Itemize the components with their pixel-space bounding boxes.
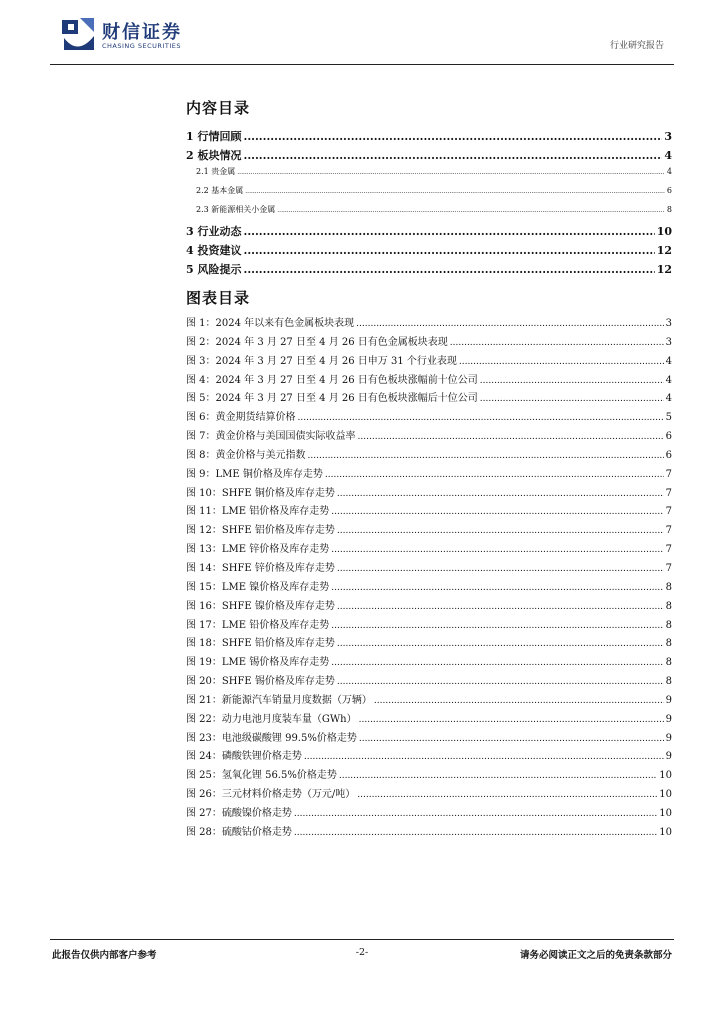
dot-leader: [331, 507, 663, 516]
figures-entry-label: 图 21：新能源汽车销量月度数据（万辆）: [186, 694, 372, 706]
dot-leader: [243, 130, 662, 141]
brand-logo-icon: [60, 16, 96, 52]
brand-name-cn: 财信证券: [102, 22, 182, 43]
dot-leader: [459, 357, 664, 366]
figures-entry[interactable]: [186, 333, 672, 352]
figures-entry-page: 7: [665, 544, 672, 556]
figures-entry-label: 图 4：2024 年 3 月 27 日至 4 月 26 日有色板块涨幅前十位公司: [186, 374, 478, 386]
dot-leader: [337, 677, 664, 686]
contents-entry-page: 10: [656, 225, 672, 238]
figures-entry[interactable]: [186, 747, 672, 766]
contents-entry-page: 6: [666, 186, 672, 195]
contents-entry[interactable]: [186, 204, 672, 223]
dot-leader: [374, 696, 664, 705]
figures-entry[interactable]: [186, 804, 672, 823]
figures-entry-page: 8: [665, 657, 672, 669]
figures-entry-page: 4: [665, 393, 672, 405]
contents-entry[interactable]: [186, 223, 672, 242]
figures-list: [186, 314, 672, 842]
figures-entry-page: 6: [665, 449, 672, 461]
figures-entry-label: 图 11：LME 铝价格及库存走势: [186, 506, 330, 518]
contents-entry-page: 12: [656, 244, 672, 257]
figures-entry[interactable]: [186, 502, 672, 521]
dot-leader: [337, 564, 664, 573]
figures-entry[interactable]: [186, 371, 672, 390]
contents-entry-label: 2.3 新能源相关小金属: [196, 205, 276, 214]
figures-entry[interactable]: [186, 446, 672, 465]
figures-entry[interactable]: [186, 408, 672, 427]
dot-leader: [245, 188, 665, 194]
figures-entry[interactable]: [186, 710, 672, 729]
footer-divider: [50, 939, 674, 940]
dot-leader: [337, 526, 664, 535]
figures-entry[interactable]: [186, 578, 672, 597]
dot-leader: [243, 244, 654, 255]
dot-leader: [358, 432, 664, 441]
dot-leader: [480, 376, 664, 385]
figures-entry-label: 图 13：LME 锌价格及库存走势: [186, 544, 330, 556]
brand-name-en: CHASING SECURITIES: [102, 42, 181, 50]
figures-entry-label: 图 22：动力电池月度装车量（GWh）: [186, 713, 357, 725]
dot-leader: [277, 207, 665, 213]
dot-leader: [357, 790, 657, 799]
figures-entry[interactable]: [186, 729, 672, 748]
figures-entry[interactable]: [186, 672, 672, 691]
dot-leader: [243, 225, 654, 236]
dot-leader: [304, 752, 664, 761]
figures-title: 图表目录: [186, 289, 251, 307]
figures-entry-label: 图 18：SHFE 铅价格及库存走势: [186, 638, 335, 650]
figures-entry-page: 5: [665, 412, 672, 424]
figures-entry[interactable]: [186, 484, 672, 503]
contents-entry-label: 5 风险提示: [186, 263, 242, 276]
figures-entry-label: 图 6：黄金期货结算价格: [186, 412, 296, 424]
figures-entry[interactable]: [186, 766, 672, 785]
figures-entry-page: 9: [665, 751, 672, 763]
figures-entry-page: 7: [665, 525, 672, 537]
figures-entry-label: 图 25：氢氧化锂 56.5%价格走势: [186, 770, 337, 782]
figures-entry[interactable]: [186, 465, 672, 484]
dot-leader: [243, 149, 662, 160]
dot-leader: [294, 809, 657, 818]
figures-entry-label: 图 20：SHFE 锡价格及库存走势: [186, 676, 335, 688]
figures-entry-label: 图 5：2024 年 3 月 27 日至 4 月 26 日有色板块涨幅后十位公司: [186, 393, 478, 405]
figures-entry-label: 图 26：三元材料价格走势（万元/吨）: [186, 789, 356, 801]
dot-leader: [480, 394, 664, 403]
dot-leader: [298, 413, 664, 422]
contents-entry[interactable]: [186, 242, 672, 261]
figures-entry-page: 8: [665, 581, 672, 593]
figures-entry-label: 图 7：黄金价格与美国国债实际收益率: [186, 431, 356, 443]
dot-leader: [237, 169, 665, 175]
contents-entry-page: 3: [664, 130, 672, 143]
figures-entry[interactable]: [186, 521, 672, 540]
figures-entry-label: 图 12：SHFE 铝价格及库存走势: [186, 525, 335, 537]
figures-entry[interactable]: [186, 389, 672, 408]
page-header: [0, 0, 724, 70]
figures-entry[interactable]: [186, 616, 672, 635]
figures-entry[interactable]: [186, 653, 672, 672]
figures-entry-label: 图 27：硫酸镍价格走势: [186, 807, 292, 819]
page-number: -2-: [355, 947, 369, 958]
contents-entry[interactable]: [186, 166, 672, 185]
figures-entry-label: 图 23：电池级碳酸锂 99.5%价格走势: [186, 732, 357, 744]
figures-entry-page: 7: [665, 562, 672, 574]
contents-entry-page: 8: [666, 205, 672, 214]
figures-entry-label: 图 10：SHFE 铜价格及库存走势: [186, 487, 335, 499]
figures-entry-page: 7: [665, 506, 672, 518]
figures-entry-label: 图 14：SHFE 锌价格及库存走势: [186, 562, 335, 574]
figures-entry[interactable]: [186, 691, 672, 710]
figures-entry-label: 图 19：LME 锡价格及库存走势: [186, 657, 330, 669]
figures-entry-page: 9: [665, 713, 672, 725]
contents-entry-label: 1 行情回顾: [186, 130, 242, 143]
dot-leader: [308, 451, 664, 460]
footer-disclaimer-left: 此报告仅供内部客户参考: [52, 950, 157, 961]
figures-entry-page: 8: [665, 676, 672, 688]
dot-leader: [331, 621, 663, 630]
dot-leader: [325, 470, 664, 479]
figures-entry-page: 8: [665, 600, 672, 612]
figures-entry-label: 图 9：LME 铜价格及库存走势: [186, 468, 323, 480]
figures-entry-label: 图 3：2024 年 3 月 27 日至 4 月 26 日申万 31 个行业表现: [186, 355, 457, 367]
contents-entry-page: 4: [666, 167, 672, 176]
figures-entry-label: 图 16：SHFE 镍价格及库存走势: [186, 600, 335, 612]
figures-entry-page: 4: [665, 374, 672, 386]
figures-entry-page: 4: [665, 355, 672, 367]
dot-leader: [331, 545, 663, 554]
contents-entry-label: 3 行业动态: [186, 225, 242, 238]
dot-leader: [337, 489, 664, 498]
dot-leader: [337, 639, 664, 648]
dot-leader: [243, 263, 654, 274]
figures-entry-label: 图 8：黄金价格与美元指数: [186, 449, 306, 461]
dot-leader: [359, 734, 664, 743]
figures-entry-page: 3: [665, 336, 672, 348]
contents-entry-label: 4 投资建议: [186, 244, 242, 257]
figures-entry-page: 3: [665, 318, 672, 329]
figures-entry[interactable]: [186, 314, 672, 333]
figures-entry-page: 10: [659, 807, 672, 819]
dot-leader: [339, 771, 657, 780]
brand-logo: [60, 14, 200, 58]
figures-entry-page: 6: [665, 431, 672, 443]
contents-list: [186, 128, 672, 280]
figures-entry-label: 图 24：磷酸铁锂价格走势: [186, 751, 302, 763]
dot-leader: [450, 338, 664, 347]
contents-entry-label: 2.2 基本金属: [196, 186, 244, 195]
figures-entry[interactable]: [186, 427, 672, 446]
contents-entry[interactable]: [186, 261, 672, 280]
contents-entry-page: 12: [656, 263, 672, 276]
dot-leader: [331, 658, 663, 667]
figures-entry-page: 10: [659, 770, 672, 782]
dot-leader: [331, 583, 663, 592]
figures-entry[interactable]: [186, 352, 672, 371]
figures-entry[interactable]: [186, 559, 672, 578]
figures-entry-page: 7: [665, 487, 672, 499]
figures-entry[interactable]: [186, 540, 672, 559]
figures-entry-page: 10: [659, 789, 672, 801]
contents-entry[interactable]: [186, 147, 672, 166]
contents-entry[interactable]: [186, 185, 672, 204]
dot-leader: [294, 828, 657, 837]
footer-disclaimer-right: 请务必阅读正文之后的免责条款部分: [519, 950, 672, 961]
figures-entry-page: 8: [665, 619, 672, 631]
header-divider: [50, 64, 674, 65]
contents-title: 内容目录: [186, 99, 251, 117]
figures-entry[interactable]: [186, 597, 672, 616]
figures-entry[interactable]: [186, 785, 672, 804]
figures-entry-page: 7: [665, 468, 672, 480]
dot-leader: [337, 602, 664, 611]
figures-entry-page: 8: [665, 638, 672, 650]
figures-entry-label: 图 15：LME 镍价格及库存走势: [186, 581, 330, 593]
figures-entry[interactable]: [186, 634, 672, 653]
figures-entry-page: 10: [659, 826, 672, 838]
figures-entry-label: 图 28：硫酸钴价格走势: [186, 826, 292, 838]
figures-entry[interactable]: [186, 823, 672, 842]
dot-leader: [356, 319, 663, 328]
report-type-label: 行业研究报告: [609, 41, 664, 51]
contents-entry[interactable]: [186, 128, 672, 147]
contents-entry-label: 2.1 贵金属: [196, 167, 236, 176]
contents-entry-page: 4: [664, 149, 672, 162]
figures-entry-label: 图 17：LME 铅价格及库存走势: [186, 619, 330, 631]
contents-entry-label: 2 板块情况: [186, 149, 242, 162]
figures-entry-page: 9: [665, 732, 672, 744]
figures-entry-label: 图 2：2024 年 3 月 27 日至 4 月 26 日有色金属板块表现: [186, 336, 448, 348]
figures-entry-label: 图 1：2024 年以来有色金属板块表现: [186, 318, 355, 329]
dot-leader: [359, 715, 664, 724]
figures-entry-page: 9: [665, 694, 672, 706]
